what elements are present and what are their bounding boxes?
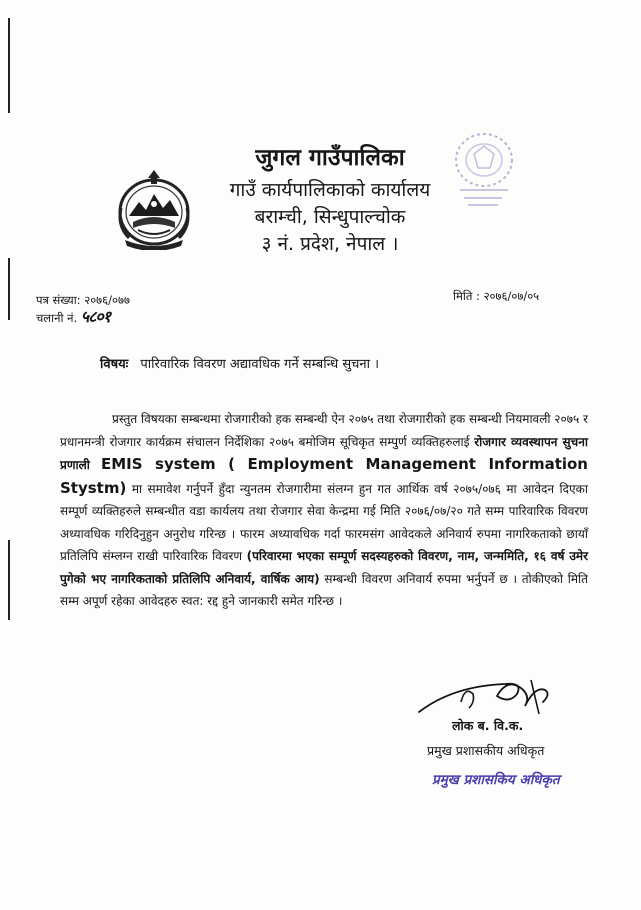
subject-label: विषयः — [100, 357, 129, 372]
reference-label: पत्र संख्या: — [36, 293, 81, 307]
dispatch-value: ५८०१ — [80, 307, 111, 326]
dispatch-number — [36, 309, 110, 326]
body-part-3-emis: EMIS system ( Employment Management Information Stystm) — [60, 455, 588, 497]
signer-stamp: प्रमुख प्रशासकिय अधिकृत — [432, 772, 560, 788]
office-name: जुगल गाउँपालिका — [255, 145, 405, 171]
subject-text: पारिवारिक विवरण अद्यावधिक गर्ने सम्बन्धि सुचना । — [140, 357, 380, 372]
signer-name: लोक ब. वि.क. — [452, 718, 524, 733]
body-part-6: सम्बन्धी विवरण अनिवार्य रुपमा भर्नुपर्ने छ । तोकीएको मिति सम्म अपूर्ण रहेका आवेदहरु स्वत: रद्द हुने जानकारी समेत गरिन्छ । — [60, 571, 588, 608]
office-department: गाउँ कार्यपालिकाको कार्यालय — [229, 179, 431, 201]
nepal-emblem-icon — [113, 168, 195, 250]
body-part-1: प्रस्तुत विषयका सम्बन्धमा रोजगारीको हक सम्बन्धी ऐन २०७५ तथा रोजगारीको हक सम्बन्धी नियमावली २०७५ र प्रधानमन्त्री रोजगार कार्यक्रम संचालन निर्देशिका २०७५ बमोजिम सूचिकृत सम्पुर्ण व्यक्तिहरुलाई — [60, 412, 588, 449]
date-value: २०७६/०७/०५ — [483, 289, 540, 303]
letter-date — [453, 289, 539, 304]
office-address: बराम्ची, सिन्धुपाल्चोक — [254, 206, 406, 228]
body-part-5-bold: (परिवारमा भएका सम्पूर्ण सदस्यहरुको विवरण, नाम, जन्ममिति, १६ वर्ष उमेर पुगेको भए नागरिकताको प्रतिलिपि अनिवार्य, वार्षिक आय) — [60, 549, 588, 586]
office-province: ३ नं. प्रदेश, नेपाल । — [261, 233, 399, 255]
scan-edge-mark — [8, 18, 10, 113]
scan-edge-mark — [8, 540, 10, 620]
letterhead — [200, 143, 460, 258]
letter-body — [60, 408, 588, 613]
body-part-2-bold: रोजगार व्यवस्थापन सुचना प्रणाली — [60, 434, 588, 472]
date-label: मिति : — [453, 289, 480, 303]
letter-subject — [100, 354, 379, 372]
dispatch-label: चलानी नं. — [36, 311, 78, 325]
body-part-4: मा समावेश गर्नुपर्ने हुँदा न्युनतम रोजगारीमा संलग्न हुन गत आर्थिक वर्ष २०७५/०७६ मा आवेदन दिएका सम्पूर्ण व्यक्तिहरुले सम्बन्धीत वडा कार्यलय तथा रोजगार सेवा केन्द्रमा गई मिति २०७६/०७/२० गते सम्म पारिवारिक विवरण अध्यावधिक गरिदिनुहुन अनुरोध गरिन्छ । फारम अध्यावधिक गर्दा फारमसंग आवेदकले अनिवार्य रुपमा नागरिकताको छायाँ प्रतिलिपि संम्लग्न राखी पारिवारिक विवरण — [60, 481, 588, 563]
reference-number — [36, 293, 130, 308]
reference-value: २०७६/०७७ — [84, 293, 130, 307]
signer-title: प्रमुख प्रशासकीय अधिकृत — [427, 743, 545, 758]
scan-edge-mark — [8, 258, 10, 320]
